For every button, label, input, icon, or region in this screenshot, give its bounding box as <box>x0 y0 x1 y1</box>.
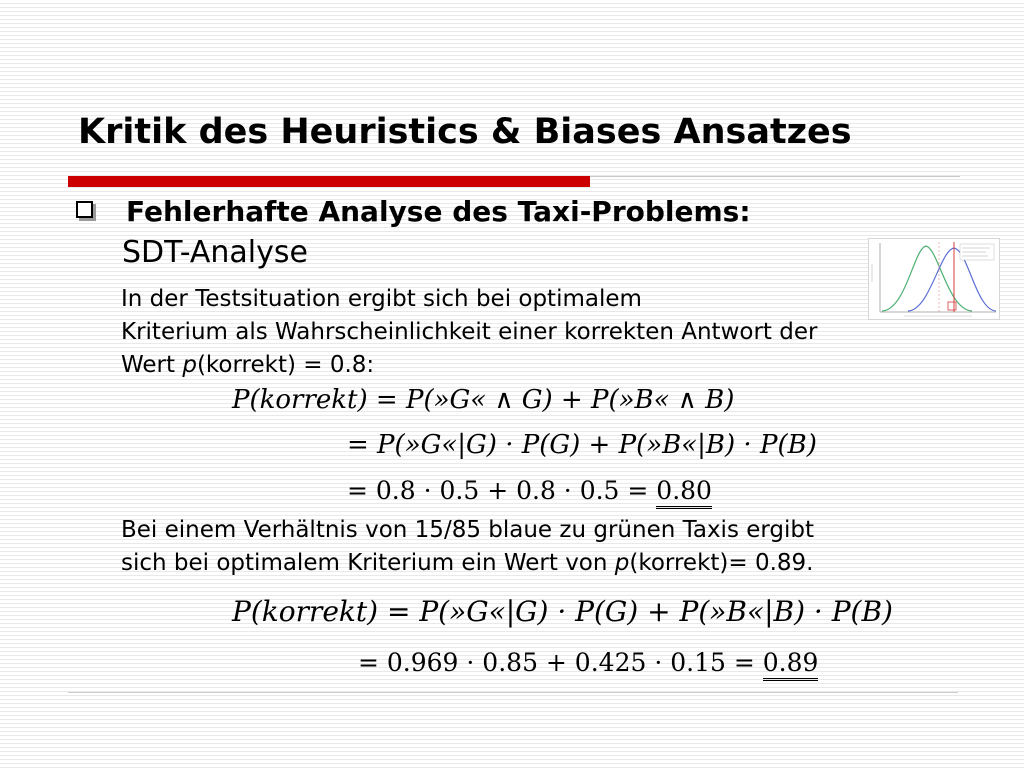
paragraph1-line1: In der Testsituation ergibt sich bei optimalem <box>121 286 642 312</box>
slide-title: Kritik des Heuristics & Biases Ansatzes <box>78 112 852 152</box>
formula1-calculation: = 0.8 · 0.5 + 0.8 · 0.5 = <box>347 476 657 505</box>
bullet-checkbox-icon <box>76 201 93 218</box>
formula1-result: 0.80 <box>656 476 712 509</box>
paragraph1-line3-post: (korrekt) = 0.8: <box>196 352 375 378</box>
footer-divider <box>68 692 958 693</box>
bullet-subheading: SDT-Analyse <box>122 235 308 270</box>
paragraph2-line1: Bei einem Verhältnis von 15/85 blaue zu grünen Taxis ergibt <box>121 517 815 543</box>
sdt-distribution-thumbnail <box>868 238 1000 320</box>
paragraph2-line2-post: (korrekt)= 0.89. <box>629 550 814 576</box>
formula1-rhs: = P(»G« ∧ G) + P(»B« ∧ B) <box>375 385 735 415</box>
formula2-line1 <box>232 595 893 628</box>
formula1-lhs: P(korrekt) <box>232 385 368 415</box>
paragraph1-line3-pre: Wert <box>121 352 183 378</box>
paragraph2-p-variable: p <box>614 550 630 576</box>
title-underline-thin <box>590 176 960 177</box>
formula2-rhs: = P(»G«|G) · P(G) + P(»B«|B) · P(B) <box>386 595 893 628</box>
paragraph2-line2-pre: sich bei optimalem Kriterium ein Wert von <box>121 550 615 576</box>
formula2-line2 <box>358 648 818 677</box>
formula1-line3 <box>347 476 712 505</box>
paragraph2-line2 <box>121 547 814 580</box>
formula2-calculation: = 0.969 · 0.85 + 0.425 · 0.15 = <box>358 648 763 677</box>
paragraph-ratio <box>121 514 814 580</box>
formula1-line2: = P(»G«|G) · P(G) + P(»B«|B) · P(B) <box>347 430 817 460</box>
paragraph1-p-variable: p <box>182 352 197 378</box>
paragraph1-line3 <box>121 349 817 382</box>
bullet-heading: Fehlerhafte Analyse des Taxi-Problems: <box>126 195 751 228</box>
formula2-result: 0.89 <box>763 648 819 681</box>
title-underline-red <box>68 176 590 187</box>
paragraph-testsituation <box>121 283 817 382</box>
formula1-line1 <box>232 385 734 415</box>
paragraph1-line2: Kriterium als Wahrscheinlichkeit einer korrekten Antwort der <box>121 319 818 345</box>
formula2-lhs: P(korrekt) <box>232 595 379 628</box>
